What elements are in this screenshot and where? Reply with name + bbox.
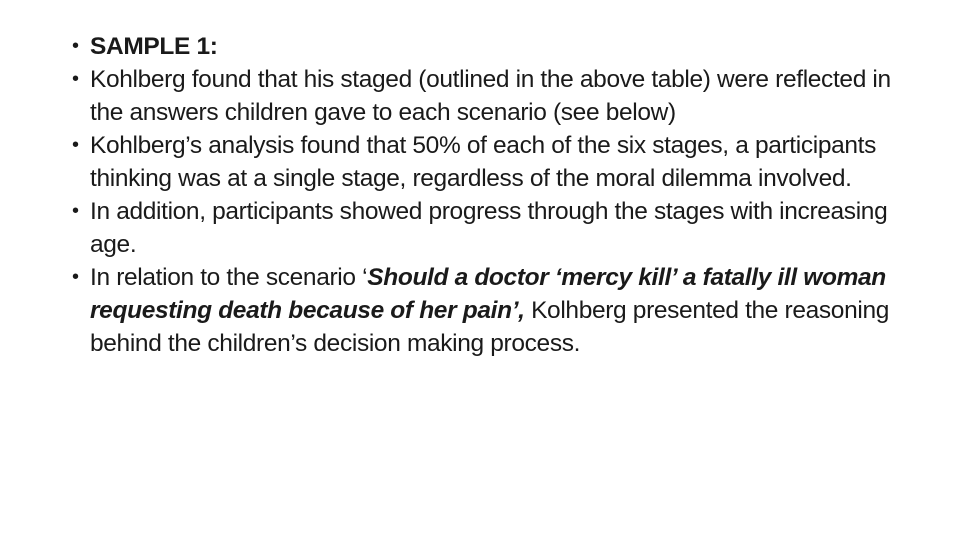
bullet-list [72,30,902,360]
bullet-mercy-kill-scenario [72,261,902,360]
bullet-text: Kohlberg found that his staged (outlined in the above table) were reflected in the answers children gave to each scenario (see below) [90,66,891,126]
sample-heading: SAMPLE 1: [90,33,218,60]
bullet-kohlberg-analysis [72,129,902,195]
bullet-progress-with-age [72,195,902,261]
scenario-emphasis: Should a doctor ‘mercy kill’ a fatally ill woman requesting death because of her pain’, [90,264,886,324]
bullet-sample-heading [72,30,902,63]
bullet-text: In addition, participants showed progress through the stages with increasing age. [90,198,888,258]
bullet-text: Kohlberg’s analysis found that 50% of each of the six stages, a participants thinking was at a single stage, regardless of the moral dilemma involved. [90,132,877,192]
bullet-text-suffix: Kolhberg presented the reasoning behind the children’s decision making process. [90,297,889,357]
bullet-kohlberg-found [72,63,902,129]
bullet-text-prefix: In relation to the scenario ‘ [90,264,368,291]
